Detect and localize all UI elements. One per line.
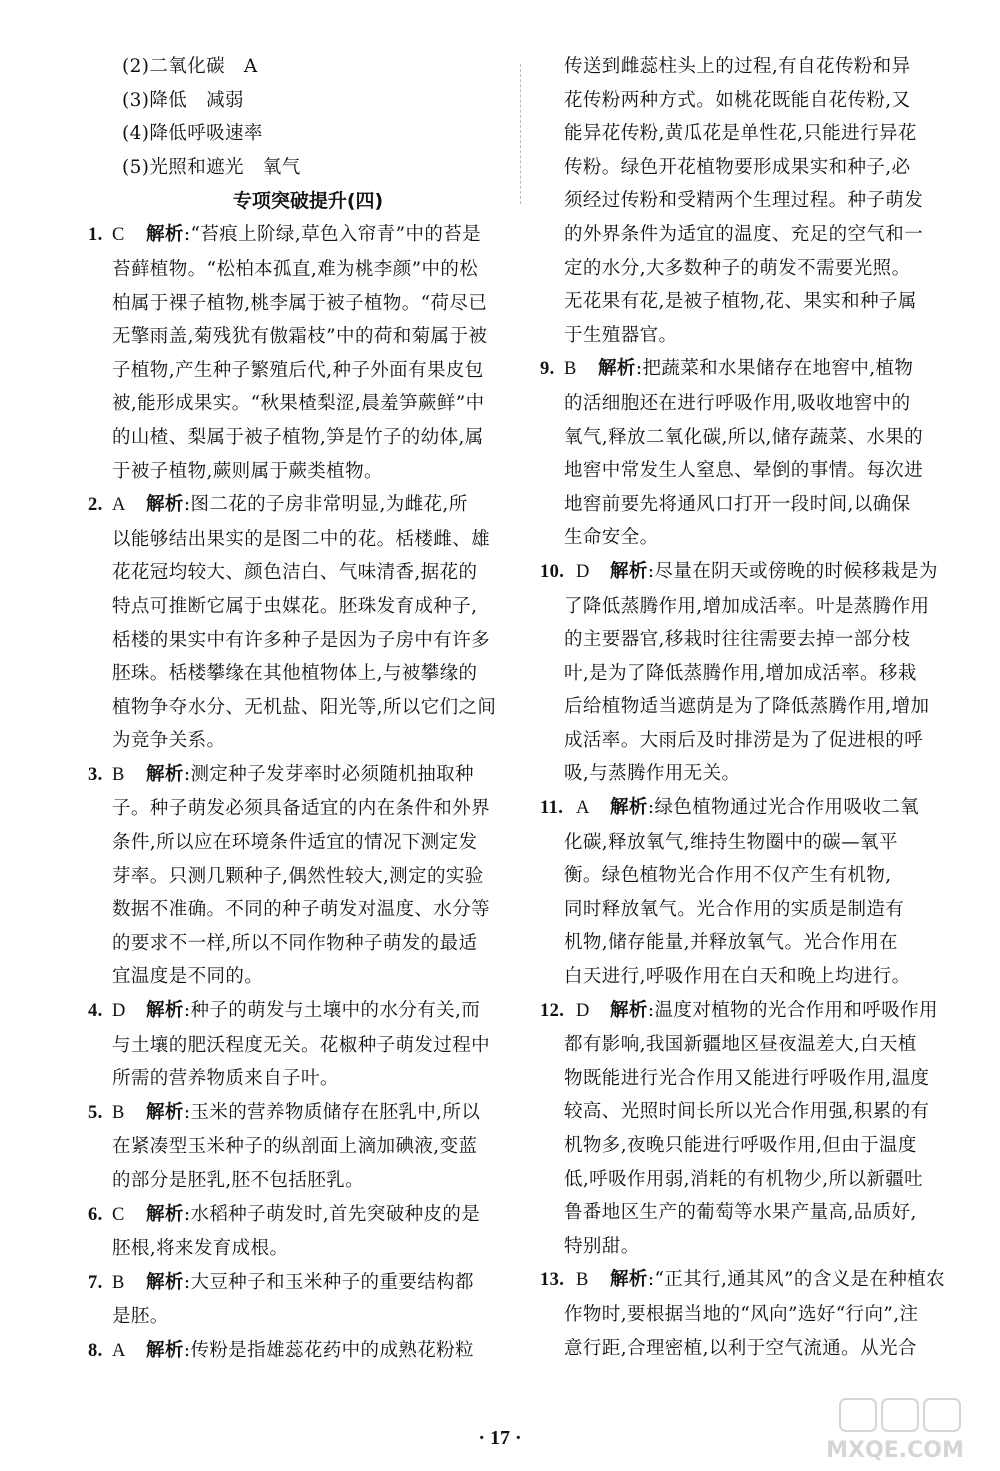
line-text: 能异花传粉,黄瓜花是单性花,只能进行异花 [564,123,917,145]
line-text: 意行距,合理密植,以利于空气流通。从光合 [564,1337,917,1359]
answer-text-line [88,792,498,826]
answer-item-start [88,1096,498,1131]
answer-choice: B [576,1270,589,1291]
answer-text-line [540,285,970,319]
line-text: 子。种子萌发必须具备适宜的内在条件和外界 [112,798,491,820]
answer-text-line [88,657,498,691]
item-number: 4. [88,1001,103,1022]
answer-choice: B [564,359,577,380]
item-number: 10. [540,561,565,582]
answer-text-line [88,826,498,860]
analysis-label: 解析 [610,560,648,582]
answer-item-start [88,1198,498,1233]
answer-text-line [540,218,970,252]
line-text: 后给植物适当遮荫是为了降低蒸腾作用,增加 [564,696,930,718]
answer-text-line [540,421,970,455]
line-text: 地窖中常发生人窒息、晕倒的事情。每次进 [564,460,924,482]
answer-text-line [540,826,970,860]
line-text: :“苔痕上阶绿,草色入帘青”中的苔是 [183,224,482,246]
answer-text-line [88,1062,498,1096]
answer-item-start [88,1334,498,1369]
line-text: :大豆种子和玉米种子的重要结构都 [183,1271,474,1293]
line-text: 宜温度是不同的。 [112,966,264,988]
answer-choice: D [576,1000,590,1021]
analysis-label: 解析 [610,1269,648,1291]
sub-answer-line: (4)降低呼吸速率 [122,123,263,145]
line-text: :玉米的营养物质储存在胚乳中,所以 [183,1101,481,1123]
item-number: 9. [540,359,555,380]
line-text: 定的水分,大多数种子的萌发不需要光照。 [564,257,911,279]
item-number: 5. [88,1102,103,1123]
line-text: :尽量在阴天或傍晚的时候移栽是为 [647,560,938,582]
answer-text-line [540,488,970,522]
line-text: 所需的营养物质来自子叶。 [112,1068,339,1090]
answer-choice: A [112,495,126,516]
line-text: 花传粉两种方式。如桃花既能自花传粉,又 [564,89,911,111]
analysis-label: 解析 [146,1101,184,1123]
analysis-label: 解析 [146,1271,184,1293]
page-number: · 17 · [478,1427,522,1449]
answer-text-line [540,1095,970,1129]
item-number: 13. [540,1270,565,1291]
line-text: 的部分是胚乳,胚不包括胚乳。 [112,1170,364,1191]
line-text: 传粉。绿色开花植物要形成果实和种子,必 [564,156,911,178]
answer-text-line [540,521,970,555]
answer-choice: D [112,1001,126,1022]
line-text: 较高、光照时间长所以光合作用强,积累的有 [564,1101,930,1123]
answer-text-line [540,117,970,151]
line-text: 特点可推断它属于虫媒花。胚珠发育成种子, [112,595,478,617]
answer-choice: A [576,798,590,819]
line-text: 植物争夺水分、无机盐、阳光等,所以它们之间 [112,696,497,718]
answer-item-start [88,488,498,523]
column-divider [520,64,521,204]
answer-text-line [88,556,498,590]
line-text: :“正其行,通其风”的含义是在种植农 [647,1269,946,1291]
analysis-label: 解析 [610,797,648,819]
item-number: 3. [88,764,103,785]
answer-text-line [88,590,498,624]
answer-item-start [540,994,970,1029]
watermark-logo [800,1395,990,1465]
line-text: 传送到雌蕊柱头上的过程,有自花传粉和异 [564,56,911,77]
line-text: 以能够结出果实的是图二中的花。栝楼雌、雄 [112,528,491,550]
line-text: 数据不准确。不同的种子萌发对温度、水分等 [112,899,491,921]
answer-text-line [540,1196,970,1230]
item-number: 12. [540,1000,565,1021]
answer-choice: A [112,1340,126,1361]
line-text: 与土壤的肥沃程度无关。花椒种子萌发过程中 [112,1034,491,1056]
analysis-label: 解析 [146,763,184,785]
line-text: 是胚。 [112,1306,169,1328]
line-text: 叶,是为了降低蒸腾作用,增加成活率。移栽 [564,662,917,684]
answer-text-line [540,387,970,421]
line-text: 的活细胞还在进行呼吸作用,吸收地窖中的 [564,392,911,414]
analysis-label: 解析 [146,1000,184,1022]
line-text: 了降低蒸腾作用,增加成活率。叶是蒸腾作用 [564,595,930,617]
answer-choice: D [576,561,590,582]
line-text: 机物,储存能量,并释放氧气。光合作用在 [564,932,898,954]
answer-text-line [540,893,970,927]
analysis-label: 解析 [598,358,636,380]
answer-text-line [540,1230,970,1264]
analysis-label: 解析 [146,1339,184,1361]
answer-text-line [88,1300,498,1334]
answer-text-line [88,523,498,557]
line-text: 的山楂、梨属于被子植物,笋是竹子的幼体,属 [112,426,484,448]
line-text: :绿色植物通过光合作用吸收二氧 [647,797,920,819]
answer-choice: B [112,764,125,785]
line-text: :图二花的子房非常明显,为雌花,所 [183,494,468,516]
answer-text-line [540,319,970,353]
answer-text-line [540,859,970,893]
item-number: 7. [88,1272,103,1293]
answer-text-line [88,624,498,658]
answer-text-line [540,960,970,994]
answer-text-line [540,926,970,960]
section-title: 专项突破提升(四) [232,190,384,213]
line-text: 氧气,释放二氧化碳,所以,储存蔬菜、水果的 [564,426,924,448]
line-text: 须经过传粉和受精两个生理过程。种子萌发 [564,190,924,212]
item-number: 1. [88,225,103,246]
answer-text-line [88,387,498,421]
answer-text-line [540,184,970,218]
line-text: 都有影响,我国新疆地区昼夜温差大,白天植 [564,1034,917,1056]
answer-item-start [540,791,970,826]
answer-text-line [88,1232,498,1266]
answer-text-line [88,421,498,455]
line-text: 化碳,释放氧气,维持生物圈中的碳—氧平 [564,831,898,853]
answer-text-line [540,657,970,691]
answer-text-line [540,1298,970,1332]
line-text: 鲁番地区生产的葡萄等水果产量高,品质好, [564,1202,917,1224]
answer-text-line [540,151,970,185]
line-text: :水稻种子萌发时,首先突破种皮的是 [183,1203,481,1225]
line-text: 为竞争关系。 [112,730,226,752]
line-text: 吸,与蒸腾作用无关。 [564,763,741,785]
answer-text-line [540,690,970,724]
answer-text-line [540,1332,970,1366]
answer-text-line [540,84,970,118]
line-text: 花花冠均较大、颜色洁白、气味清香,据花的 [112,562,478,584]
answer-item-start [540,555,970,590]
answer-item-start [540,352,970,387]
line-text: 成活率。大雨后及时排涝是为了促进根的呼 [564,729,924,751]
answer-text-line [88,1130,498,1164]
line-text: 作物时,要根据当地的“风向”选好“行向”,注 [564,1303,919,1325]
line-text: 地窖前要先将通风口打开一段时间,以确保 [564,493,911,515]
analysis-label: 解析 [610,999,648,1021]
answer-item-start [88,758,498,793]
answer-choice: C [112,225,125,246]
answer-item-start [88,218,498,253]
answer-text-line [540,590,970,624]
answer-text-line [88,1164,498,1198]
item-number: 11. [540,798,564,819]
line-text: 无花果有花,是被子植物,花、果实和种子属 [564,291,917,313]
line-text: 苔藓植物。“松柏本孤直,难为桃李颜”中的松 [112,258,479,280]
answer-text-line [540,1163,970,1197]
line-text: 同时释放氧气。光合作用的实质是制造有 [564,898,905,920]
line-text: :种子的萌发与土壤中的水分有关,而 [183,1000,481,1022]
answer-text-line [88,253,498,287]
line-text: :把蔬菜和水果储存在地窖中,植物 [635,358,914,380]
line-text: 物既能进行光合作用又能进行呼吸作用,温度 [564,1067,930,1089]
answer-choice: B [112,1102,125,1123]
answer-item-start [88,994,498,1029]
right-column [540,50,970,1365]
line-text: :测定种子发芽率时必须随机抽取种 [183,763,474,785]
line-text: 低,呼吸作用弱,消耗的有机物少,所以新疆吐 [564,1168,924,1190]
answer-text-line [540,252,970,286]
analysis-label: 解析 [146,1203,184,1225]
line-text: 机物多,夜晚只能进行呼吸作用,但由于温度 [564,1135,917,1156]
answer-text-line [540,724,970,758]
line-text: 胚珠。栝楼攀缘在其他植物体上,与被攀缘的 [112,663,478,685]
answer-text-line [88,1029,498,1063]
item-number: 8. [88,1340,103,1361]
line-text: 无擎雨盖,菊残犹有傲霜枝”中的荷和菊属于被 [112,326,488,348]
sub-answer-line: (2)二氧化碳 A [122,56,258,77]
line-text: 芽率。只测几颗种子,偶然性较大,测定的实验 [112,865,484,887]
line-text: 的主要器官,移栽时往往需要去掉一部分枝 [564,629,911,651]
answer-text-line [540,757,970,791]
answer-text-line [88,354,498,388]
item-number: 2. [88,495,103,516]
answer-item-start [88,1266,498,1301]
line-text: 于被子植物,蕨则属于蕨类植物。 [112,460,383,482]
line-text: 特别甜。 [564,1235,640,1257]
line-text: 栝楼的果实中有许多种子是因为子房中有许多 [112,629,491,651]
line-text: 条件,所以应在环境条件适宜的情况下测定发 [112,832,478,854]
answer-text-line [88,860,498,894]
answer-choice: C [112,1204,125,1225]
line-text: 柏属于裸子植物,桃李属于被子植物。“荷尽已 [112,292,488,314]
line-text: 胚根,将来发育成根。 [112,1238,289,1260]
line-text: 在紧凑型玉米种子的纵剖面上滴加碘液,变蓝 [112,1136,478,1158]
line-text: 衡。绿色植物光合作用不仅产生有机物, [564,865,892,887]
answer-text-line [540,1062,970,1096]
line-text: 白天进行,呼吸作用在白天和晚上均进行。 [564,966,911,988]
line-text: 的外界条件为适宜的温度、充足的空气和一 [564,223,924,245]
answer-text-line [540,623,970,657]
answer-text-line [88,320,498,354]
answer-text-line [88,893,498,927]
line-text: 于生殖器官。 [564,324,678,346]
left-column [88,50,498,1369]
line-text: 子植物,产生种子繁殖后代,种子外面有果皮包 [112,359,484,381]
answer-text-line [540,1028,970,1062]
answer-text-line [88,691,498,725]
analysis-label: 解析 [146,224,184,246]
sub-answer-line: (3)降低 减弱 [122,89,244,111]
line-text: 的要求不一样,所以不同作物种子萌发的最适 [112,932,478,954]
line-text: :传粉是指雄蕊花药中的成熟花粉粒 [183,1339,474,1361]
answer-text-line [88,455,498,489]
answer-item-start [540,1263,970,1298]
answer-text-line [540,454,970,488]
answer-text-line [88,960,498,994]
answer-choice: B [112,1272,125,1293]
answer-text-line [540,1129,970,1163]
svg-text:MXQE.COM: MXQE.COM [826,1438,964,1463]
answer-text-line [88,927,498,961]
line-text: :温度对植物的光合作用和呼吸作用 [647,999,938,1021]
line-text: 生命安全。 [564,527,659,549]
sub-answer-line: (5)光照和遮光 氧气 [122,156,301,178]
line-text: 被,能形成果实。“秋果楂梨涩,晨羞笋蕨鲜”中 [112,393,485,415]
answer-text-line [88,287,498,321]
answer-text-line [88,724,498,758]
analysis-label: 解析 [146,494,184,516]
answer-text-line [540,50,970,84]
item-number: 6. [88,1204,103,1225]
